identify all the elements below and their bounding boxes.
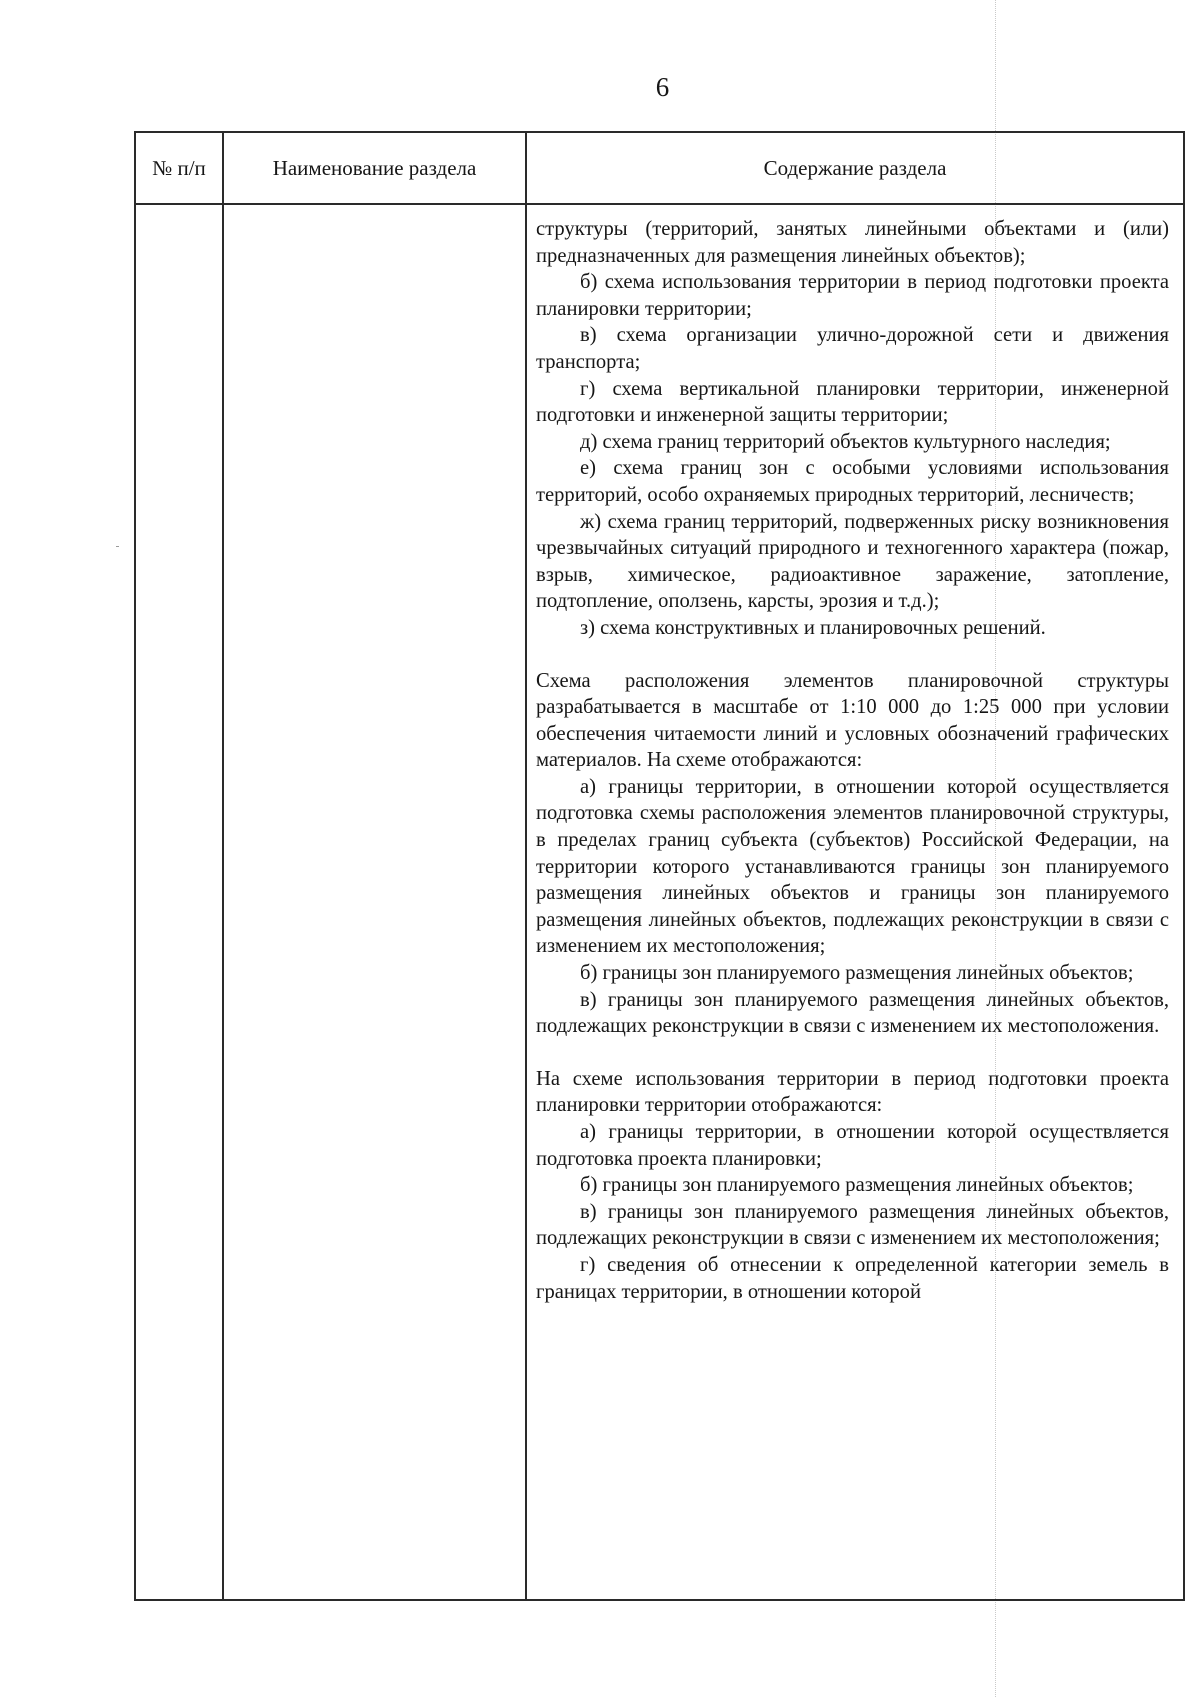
- scan-speck: [116, 546, 119, 547]
- header-section-name: Наименование раздела: [223, 132, 526, 204]
- content-paragraph: е) схема границ зон с особыми условиями использования территорий, особо охраняемых природных территорий, лесничеств;: [536, 457, 1169, 506]
- content-paragraph: в) границы зон планируемого размещения линейных объектов, подлежащих реконструкции в связи с изменением их местоположения;: [536, 1200, 1169, 1250]
- content-paragraph: На схеме использования территории в период подготовки проекта планировки территории отображаются:: [536, 1067, 1169, 1117]
- content-paragraph: г) схема вертикальной планировки территории, инженерной подготовки и инженерной защиты территории;: [536, 377, 1169, 427]
- header-num: № п/п: [135, 132, 223, 204]
- table-row: [135, 204, 1184, 1600]
- content-paragraph: з) схема конструктивных и планировочных решений.: [580, 616, 1046, 639]
- content-paragraph: б) схема использования территории в период подготовки проекта планировки территории;: [536, 271, 1169, 320]
- content-paragraph: д) схема границ территорий объектов культурного наследия;: [580, 430, 1111, 453]
- content-paragraph: структуры (территорий, занятых линейными объектами и (или) предназначенных для размещения линейных объектов);: [536, 218, 1169, 267]
- cell-section-content: [526, 204, 1184, 1600]
- cell-num: [135, 204, 223, 1600]
- sections-table: [134, 131, 1185, 1601]
- page-number: 6: [655, 72, 670, 102]
- content-paragraph: б) границы зон планируемого размещения линейных объектов;: [580, 1174, 1134, 1197]
- content-paragraph: а) границы территории, в отношении которой осуществляется подготовка схемы расположения элементов планировочной структуры, в пределах границ субъекта (субъектов) Российской Федерации, на территории которого устанавливаются границы зон планируемого размещения линейных объектов и границы зон планируемого размещения линейных объектов, подлежащих реконструкции в связи с изменением их местоположения;: [536, 775, 1169, 958]
- content-paragraph: г) сведения об отнесении к определенной категории земель в границах территории, в отношении которой: [536, 1253, 1169, 1303]
- content-paragraph: в) границы зон планируемого размещения линейных объектов, подлежащих реконструкции в связи с изменением их местоположения.: [536, 988, 1169, 1038]
- cell-section-name: [223, 204, 526, 1600]
- content-paragraph: ж) схема границ территорий, подверженных риску возникновения чрезвычайных ситуаций природного и техногенного характера (пожар, взрыв, химическое, радиоактивное заражение, затопление, подтопление, оползень, карсты, эрозия и т.д.);: [536, 510, 1169, 613]
- content-paragraph: Схема расположения элементов планировочной структуры разрабатывается в масштабе от 1:10 000 до 1:25 000 при условии обеспечения читаемости линий и условных обозначений графических материалов. На схеме отображаются:: [536, 669, 1169, 772]
- header-section-content: Содержание раздела: [526, 132, 1184, 204]
- content-paragraph: б) границы зон планируемого размещения линейных объектов;: [580, 962, 1134, 985]
- content-paragraph: а) границы территории, в отношении которой осуществляется подготовка проекта планировки;: [536, 1121, 1169, 1170]
- content-paragraph: в) схема организации улично-дорожной сети и движения транспорта;: [536, 324, 1169, 373]
- table-header-row: [135, 132, 1184, 204]
